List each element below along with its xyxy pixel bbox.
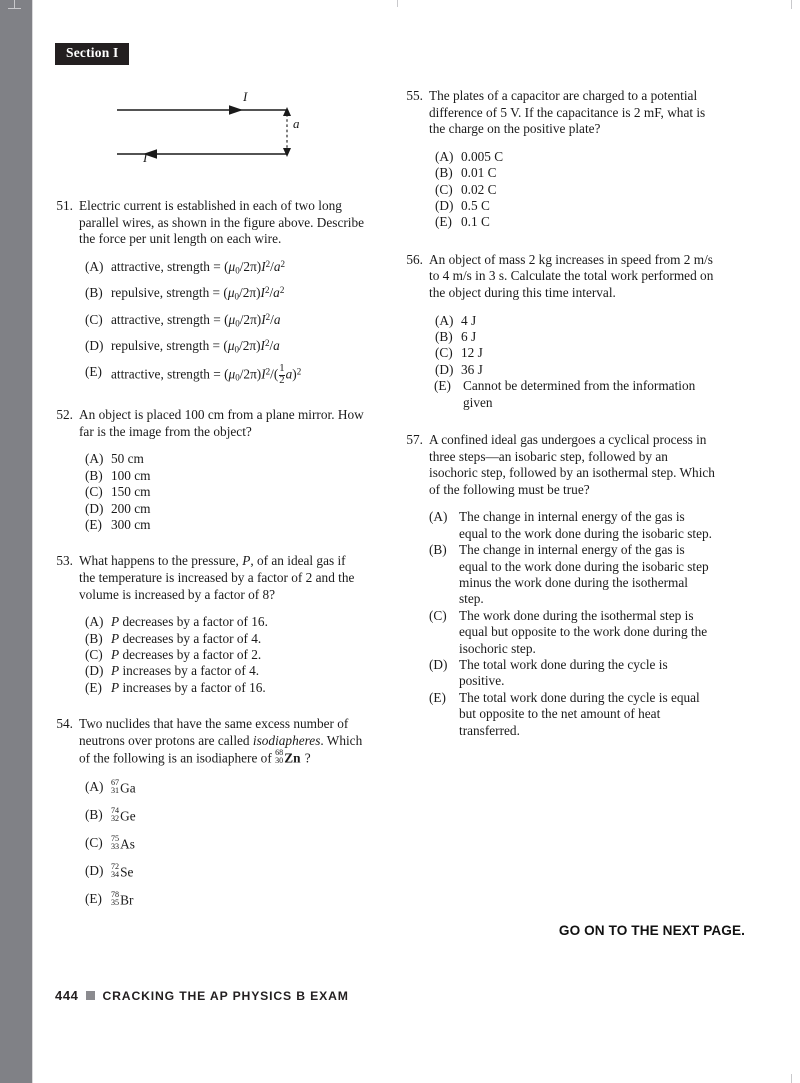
choice-label: (C) [85, 311, 103, 327]
stem-italic-term: isodiapheres [252, 732, 321, 748]
choice-53-e[interactable] [85, 680, 365, 696]
question-51 [55, 198, 365, 248]
choice-rest: increases by a factor of 4. [119, 663, 260, 679]
stem-part-a: What happens to the pressure, [79, 553, 243, 569]
choice-label: (E) [85, 890, 102, 906]
choice-52-a[interactable] [85, 451, 365, 467]
choice-text [111, 779, 365, 797]
choice-label: (D) [435, 361, 454, 377]
question-56-stem: An object of mass 2 kg increases in speed from 2 m/s to 4 m/s in 3 s. Calculate the total work performed on the object during this time interval. [429, 251, 714, 300]
question-57 [405, 432, 715, 498]
stem-part-b: . Which of the following is an isodiaphere of [79, 732, 363, 766]
choice-text: 12 J [461, 345, 483, 361]
choice-55-c[interactable] [435, 182, 715, 198]
choice-label: (C) [85, 834, 103, 850]
choice-text [111, 680, 365, 696]
choice-label: (D) [85, 862, 104, 878]
nuclide-atomic-number: 30 [275, 756, 284, 766]
nuclide [111, 863, 133, 881]
choice-52-d[interactable] [85, 501, 365, 517]
choice-56-e[interactable] [434, 378, 715, 411]
figure-bottom-current-label: I [143, 150, 148, 165]
choice-56-d[interactable] [435, 362, 715, 378]
choice-text [111, 663, 365, 679]
choice-text: repulsive, strength = $(\mu_0/2\pi)I^2/a$ [111, 337, 280, 355]
choice-54-b[interactable] [85, 807, 365, 825]
choice-54-a[interactable] [85, 779, 365, 797]
question-54-number: 54. [56, 716, 73, 732]
choice-variable: P [111, 663, 120, 679]
choice-text [111, 631, 365, 647]
nuclide [111, 835, 135, 853]
choice-label: (D) [85, 663, 104, 679]
choice-label: (D) [85, 338, 104, 353]
choice-text: Cannot be determined from the information given [463, 378, 696, 410]
choice-rest: increases by a factor of 16. [119, 679, 266, 695]
left-column [55, 88, 365, 919]
choice-label: (B) [85, 467, 103, 483]
question-55-choices [435, 149, 715, 231]
question-53-number: 53. [56, 553, 73, 569]
choice-text: 0.005 C [461, 148, 504, 164]
nuclide-symbol: Se [120, 864, 134, 880]
nuclide-atomic-number: 32 [111, 813, 120, 823]
choice-variable: P [111, 646, 120, 662]
choice-label: (A) [85, 778, 104, 794]
choice-56-c[interactable] [435, 345, 715, 361]
choice-text: The total work done during the cycle is equal but opposite to the net amount of heat transferred. [459, 689, 700, 738]
choice-label: (A) [85, 258, 104, 274]
choice-57-a[interactable] [429, 509, 715, 542]
choice-57-e[interactable] [429, 690, 715, 739]
choice-text [111, 891, 365, 909]
nuclide-symbol: As [120, 836, 135, 852]
question-52-choices [85, 451, 365, 533]
choice-text: attractive, strength = $(\mu_0/2\pi)I^2/a^2$ [111, 258, 286, 276]
choice-label: (E) [85, 516, 102, 532]
choice-51-d[interactable] [85, 338, 365, 354]
choice-label: (C) [435, 345, 453, 361]
nuclide-symbol: Ga [120, 780, 136, 796]
book-title: CRACKING THE AP PHYSICS B EXAM [102, 988, 349, 1003]
question-56-choices [435, 313, 715, 411]
choice-53-d[interactable] [85, 663, 365, 679]
choice-text: The work done during the isothermal step is equal but opposite to the work done during the isochoric step. [459, 607, 708, 656]
right-column [405, 88, 715, 739]
choice-53-a[interactable] [85, 614, 365, 630]
choice-56-a[interactable] [435, 313, 715, 329]
nuclide-symbol: Br [120, 892, 134, 908]
left-gutter-strip [0, 0, 32, 1083]
figure-separation-label: a [293, 116, 300, 131]
choice-text: 150 cm [111, 484, 151, 500]
choice-label: (E) [85, 364, 102, 380]
nuclide-mass-number: 75 [111, 833, 120, 843]
choice-55-b[interactable] [435, 165, 715, 181]
question-53-stem [79, 553, 365, 603]
choice-text [111, 863, 365, 881]
nuclide-atomic-number: 34 [111, 869, 120, 879]
footer-square-bullet-icon [86, 991, 95, 1000]
choice-variable: P [111, 614, 120, 630]
choice-label: (C) [435, 181, 453, 197]
question-55-stem: The plates of a capacitor are charged to a potential difference of 5 V. If the capacitance is 2 mF, what is the charge on the positive plate? [429, 88, 706, 137]
choice-label: (B) [85, 630, 103, 646]
nuclide-symbol: Zn [284, 750, 301, 766]
choice-52-b[interactable] [85, 468, 365, 484]
choice-label: (C) [85, 646, 103, 662]
question-52-number: 52. [56, 407, 73, 423]
choice-label: (D) [429, 657, 448, 673]
choice-text: 200 cm [111, 500, 151, 516]
choice-56-b[interactable] [435, 329, 715, 345]
choice-53-b[interactable] [85, 631, 365, 647]
target-nuclide [275, 749, 300, 767]
choice-57-d[interactable] [429, 657, 715, 690]
nuclide-symbol: Ge [120, 808, 136, 824]
choice-label: (E) [435, 214, 452, 230]
choice-label: (A) [435, 312, 454, 328]
stem-part-c: ? [301, 750, 311, 766]
choice-55-d[interactable] [435, 198, 715, 214]
page-footer [55, 988, 349, 1003]
choice-text: attractive, strength = $(\mu_0/2\pi)I^2/a$ [111, 311, 281, 328]
choice-rest: decreases by a factor of 4. [119, 630, 262, 646]
choice-text: attractive, strength = $(\mu_0/2\pi)I^2/$( $\frac{1}{2}$ a)$^2$ [111, 363, 302, 387]
choice-text [111, 835, 365, 853]
question-54-choices [85, 779, 365, 909]
choice-51-e[interactable] [85, 364, 365, 387]
nuclide-atomic-number: 31 [111, 785, 120, 795]
choice-label: (E) [85, 679, 102, 695]
stem-part-b: , of an ideal gas if the temperature is increased by a factor of 2 and the volume is increased by a factor of 8? [79, 553, 355, 602]
nuclide-mass-number: 74 [111, 805, 120, 815]
choice-label: (D) [85, 500, 104, 516]
choice-54-e[interactable] [85, 891, 365, 909]
choice-label: (A) [85, 614, 104, 630]
choice-label: (A) [85, 451, 104, 467]
question-52-stem: An object is placed 100 cm from a plane mirror. How far is the image from the object? [79, 407, 364, 439]
stem-part-a: Two nuclides that have the same excess number of neutrons over protons are called [79, 716, 349, 748]
nuclide-mass-number: 78 [111, 889, 120, 899]
parallel-wires-figure [55, 88, 365, 180]
choice-52-e[interactable] [85, 517, 365, 533]
choice-text [111, 807, 365, 825]
go-on-to-next-page-notice: GO ON TO THE NEXT PAGE. [558, 923, 745, 938]
stem-variable: P [242, 553, 251, 569]
question-55 [405, 88, 715, 138]
choice-label: (B) [435, 165, 453, 181]
choice-variable: P [111, 679, 120, 695]
nuclide [111, 807, 136, 825]
crop-mark-top-left-horizontal [8, 8, 21, 9]
choice-label: (E) [429, 689, 446, 705]
choice-text: 300 cm [111, 516, 151, 532]
choice-rest: decreases by a factor of 2. [119, 646, 262, 662]
choice-variable: P [111, 630, 120, 646]
choice-57-c[interactable] [429, 608, 715, 657]
nuclide-mass-number: 72 [111, 861, 120, 871]
question-57-choices [429, 509, 715, 739]
choice-51-a[interactable] [85, 259, 365, 275]
choice-text: 0.5 C [461, 198, 490, 213]
choice-label: (B) [429, 542, 447, 558]
nuclide-atomic-number: 33 [111, 841, 120, 851]
question-54 [55, 716, 365, 767]
choice-label: (B) [435, 329, 453, 344]
choice-text: 100 cm [111, 467, 151, 483]
choice-54-d[interactable] [85, 863, 365, 881]
nuclide-mass-number: 68 [275, 748, 284, 758]
section-header-tab: Section I [55, 43, 129, 65]
choice-text: The change in internal energy of the gas is equal to the work done during the isobaric step. [459, 509, 712, 541]
question-57-stem: A confined ideal gas undergoes a cyclical process in three steps—an isobaric step, followed by an isochoric step, followed by an isothermal step. Which of the following must be true? [429, 432, 715, 497]
choice-51-b[interactable] [85, 285, 365, 301]
choice-text: 0.02 C [461, 181, 497, 197]
choice-text: 50 cm [111, 451, 144, 467]
choice-55-a[interactable] [435, 149, 715, 165]
choice-label: (C) [429, 607, 447, 623]
choice-text: 36 J [461, 361, 483, 377]
choice-label: (A) [429, 509, 448, 525]
choice-text: 0.01 C [461, 165, 497, 181]
question-51-number: 51. [56, 198, 73, 213]
choice-52-c[interactable] [85, 484, 365, 500]
page-number: 444 [55, 988, 79, 1003]
choice-label: (D) [435, 198, 454, 213]
question-51-stem: Electric current is established in each of two long parallel wires, as shown in the figure above. Describe the force per unit length on each wire. [79, 198, 365, 247]
choice-54-c[interactable] [85, 835, 365, 853]
choice-text: The change in internal energy of the gas is equal to the work done during the isobaric step minus the work done during the isothermal step. [459, 542, 709, 607]
choice-label: (E) [434, 378, 451, 394]
choice-53-c[interactable] [85, 647, 365, 663]
nuclide-atomic-number: 35 [111, 897, 120, 907]
choice-label: (B) [85, 806, 103, 822]
question-56-number: 56. [406, 251, 423, 267]
choice-label: (C) [85, 484, 103, 500]
question-55-number: 55. [406, 88, 423, 103]
question-57-number: 57. [406, 432, 423, 448]
nuclide-mass-number: 67 [111, 777, 120, 787]
choice-text: repulsive, strength = $(\mu_0/2\pi)I^2/a^2$ [111, 285, 285, 302]
choice-rest: decreases by a factor of 16. [119, 614, 268, 630]
choice-text [111, 614, 365, 630]
choice-text: The total work done during the cycle is positive. [459, 657, 668, 689]
choice-label: (A) [435, 148, 454, 164]
choice-text: 0.1 C [461, 214, 490, 230]
figure-top-current-label: I [243, 89, 248, 104]
choice-text: 6 J [461, 329, 477, 344]
question-53-choices [85, 614, 365, 696]
choice-label: (B) [85, 285, 103, 301]
page-content [33, 0, 800, 1083]
question-51-choices [85, 259, 365, 387]
question-52 [55, 407, 365, 440]
choice-text: 4 J [461, 312, 477, 328]
choice-55-e[interactable] [435, 214, 715, 230]
choice-51-c[interactable] [85, 312, 365, 328]
nuclide [111, 779, 136, 797]
question-56 [405, 252, 715, 302]
choice-text [111, 647, 365, 663]
question-53 [55, 553, 365, 603]
choice-57-b[interactable] [429, 542, 715, 608]
nuclide [111, 891, 133, 909]
question-54-stem [79, 716, 365, 767]
